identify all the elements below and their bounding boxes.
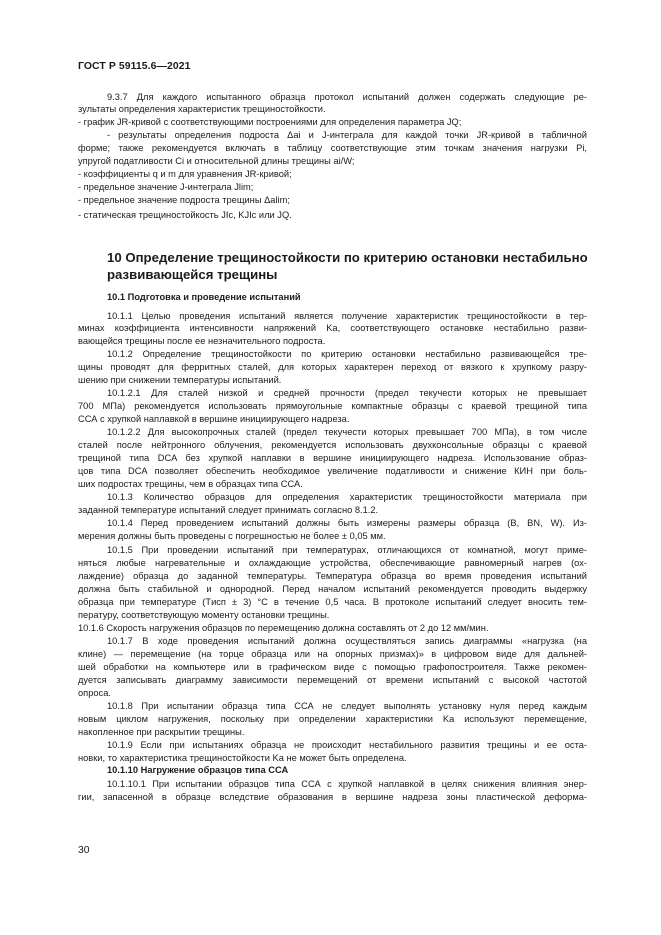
- text-line: 10.1.2.1 Для сталей низкой и средней прочности (предел текучести которых не превышает: [107, 388, 587, 398]
- page-number: 30: [78, 845, 90, 856]
- text-line: сталей после нейтронного облучения, рекомендуется использовать двухконсольные образцы с краевой: [78, 440, 587, 450]
- text-line: вающейся трещины после ее незначительного подроста.: [78, 336, 326, 346]
- list-item: - коэффициенты q и m для уравнения JR-кривой;: [78, 169, 292, 179]
- section-title: 10 Определение трещиностойкости по критерию остановки нестабильно: [107, 250, 588, 265]
- text-line: дуется записывать диаграмму зависимости перемещений от времени испытаний с высокой частотой: [78, 675, 587, 685]
- text-line: мерения должны быть проведены с погрешностью не более ± 0,05 мм.: [78, 531, 386, 541]
- text-line: опроса.: [78, 688, 111, 698]
- text-line: няться любые нагревательные и охлаждающие устройства, обеспечивающие равномерный нагрев (ох-: [78, 558, 587, 568]
- subsection-title: 10.1.10 Нагружение образцов типа ССА: [107, 765, 289, 775]
- list-item: - статическая трещиностойкость JIc, KJIc или JQ.: [78, 210, 292, 220]
- document-header: ГОСТ Р 59115.6—2021: [78, 61, 191, 72]
- list-item: - результаты определения подроста Δai и J-интеграла для каждой точки JR-кривой в табличной: [107, 130, 587, 140]
- text-line: 10.1.9 Если при испытаниях образца не происходит нестабильного развития трещины и ее оста-: [107, 740, 587, 750]
- list-item: - предельное значение подроста трещины Δalim;: [78, 195, 290, 205]
- text-line: 10.1.10.1 При испытании образцов типа ССА с хрупкой наплавкой в целях снижения влияния энер-: [107, 779, 587, 789]
- text-line: шей обработки на компьютере или в графическом виде с помощью графопостроителя. Также рекомен-: [78, 662, 587, 672]
- text-line: 10.1.3 Количество образцов для определения характеристик трещиностойкости материала при: [107, 492, 587, 502]
- text-line: гии, запасенной в образце вследствие образования в вершине надреза зоны пластической деформа-: [78, 792, 587, 802]
- list-item: - график JR-кривой с соответствующими построениями для определения параметра JQ;: [78, 117, 462, 127]
- text-line: 10.1.6 Скорость нагружения образцов по перемещению должна составлять от 2 до 12 мм/мин.: [78, 623, 489, 633]
- text-line: 10.1.8 При испытании образца типа ССА не следует выполнять установку нуля перед каждым: [107, 701, 587, 711]
- text-line: 10.1.2 Определение трещиностойкости по критерию остановки нестабильно развивающейся тре-: [107, 349, 587, 359]
- text-line: упругой податливости Ci и относительной длины трещины ai/W;: [78, 156, 355, 166]
- text-line: ССА с хрупкой наплавкой в вершине инициирующего надреза.: [78, 414, 350, 424]
- text-line: 10.1.7 В ходе проведения испытаний должна осуществляться запись диаграммы «нагрузка (на: [107, 636, 587, 646]
- text-line: образца при температуре (Tисп ± 3) °С в течение 0,5 часа. В протоколе испытаний следует вносить тем-: [78, 597, 587, 607]
- section-title: развивающейся трещины: [107, 267, 278, 282]
- text-line: цов типа DCA позволяет обеспечить необходимое увеличение податливости и снижение КИН при боль-: [78, 466, 587, 476]
- text-line: лаждение) образца до заданной температуры. Температура образца во время проведения испытаний: [78, 571, 587, 581]
- text-line: клине) — перемещение (на торце образца или на опорных призмах)» в цифровом виде для дальней-: [78, 649, 587, 659]
- text-line: 10.1.1 Целью проведения испытаний является получение характеристик трещиностойкости в тер-: [107, 311, 587, 321]
- text-line: зультаты определения характеристик трещиностойкости.: [78, 104, 326, 114]
- text-line: шению при снижении температуры испытаний.: [78, 375, 282, 385]
- text-line: новым циклом нагружения, поскольку при определении характеристики Ka используют перемещение,: [78, 714, 587, 724]
- text-line: трещиной типа DCA без хрупкой наплавки в вершине инициирующего надреза. Использование образ-: [78, 453, 587, 463]
- text-line: накопленное при раскрытии трещины.: [78, 727, 245, 737]
- text-line: 9.3.7 Для каждого испытанного образца протокол испытаний должен содержать следующие ре-: [107, 92, 587, 102]
- text-line: щины проводят для ферритных сталей, для которых характерен переход от вязкого к хрупкому разру-: [78, 362, 587, 372]
- text-line: новки, то характеристика трещиностойкости Ka не может быть определена.: [78, 753, 407, 763]
- text-line: 700 МПа) рекомендуется использовать прямоугольные компактные образцы с краевой трещиной типа: [78, 401, 587, 411]
- text-line: должна быть стабильной и однородной. Перед началом испытаний рекомендуется проводить выдержку: [78, 584, 587, 594]
- text-line: минах коэффициента интенсивности напряжений Ka, соответствующего остановке нестабильно разви-: [78, 323, 587, 333]
- text-line: ших подростах трещины, чем в образцах типа ССА.: [78, 479, 303, 489]
- text-line: заданной температуре испытаний следует принимать согласно 8.1.2.: [78, 505, 379, 515]
- text-line: форме; также рекомендуется включать в таблицу соответствующие этим точкам значения нагрузки Pi,: [78, 143, 587, 153]
- list-item: - предельное значение J-интеграла Jlim;: [78, 182, 254, 192]
- text-line: 10.1.4 Перед проведением испытаний должны быть измерены размеры образца (B, BN, W). Из-: [107, 518, 587, 528]
- subsection-title: 10.1 Подготовка и проведение испытаний: [107, 292, 301, 302]
- text-line: 10.1.2.2 Для высокопрочных сталей (предел текучести которых превышает 700 МПа), в том числе: [107, 427, 587, 437]
- text-line: пературу, соответствующую моменту остановки трещины.: [78, 610, 330, 620]
- text-line: 10.1.5 При проведении испытаний при температурах, отличающихся от комнатной, могут приме-: [107, 545, 587, 555]
